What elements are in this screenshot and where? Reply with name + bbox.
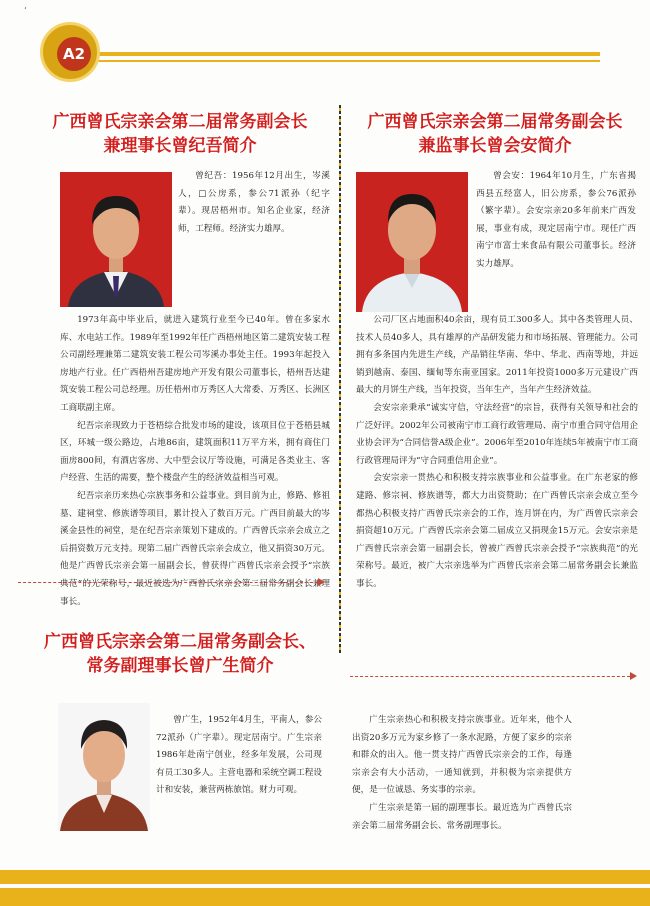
title-line: 兼监事长曾会安简介 <box>418 136 572 156</box>
portrait-guangsheng <box>58 703 150 831</box>
section-divider <box>350 676 630 677</box>
title-line: 兼理事长曾纪吾简介 <box>103 136 257 156</box>
section-divider <box>18 582 318 583</box>
top-mark: ‘ <box>24 6 27 15</box>
jiwu-intro-col <box>178 168 330 238</box>
paragraph: 会安宗亲秉承“诚实守信，守法经营”的宗旨，获得有关领导和社会的广泛好评。2002年公司被南宁市工商行政管理局、南宁市重合同守信用企业协会评为“合同信誉A级企业”。2006年至2010年连续5年被南宁市工商行政管理局评为“守合同重信用企业”。 <box>356 402 638 466</box>
portrait-image <box>58 703 150 831</box>
huian-intro-col <box>476 168 636 274</box>
paragraph: 曾会安：1964年10月生，广东省揭西县五经富人，旧公房系，参公76派孙（繁字辈）。会安宗亲20多年前来广西发展，事业有成，现定居南宁市。现任广西南宁市富士来食品有限公司董事长。经济实力雄厚。 <box>476 171 636 269</box>
paragraph: 1973年高中毕业后，就进入建筑行业至今已40年。曾在多家水库、水电站工作。1989年至1992年任广西梧州地区第二建筑安装工程公司副经理兼第二建筑安装工程公司岑溪办事处主任。1993年起投入房地产行业。任广西梧州吾建房地产开发有限公司董事长，梧州吾达建筑安装工程公司总经理。历任梧州市万秀区人大常委、万秀区、长洲区工商联副主席。 <box>60 315 330 413</box>
section-title-huian <box>350 110 640 158</box>
title-line: 广西曾氏宗亲会第二届常务副会长、 <box>44 632 316 652</box>
paragraph: 曾纪吾：1956年12月出生，岑溪人，□公房系，参公71派孙（纪字辈）。现居梧州市。知名企业家，经济师，工程师。经济实力雄厚。 <box>178 171 330 234</box>
portrait-huian <box>356 172 468 312</box>
portrait-jiwu <box>60 172 172 307</box>
page-number: A2 <box>57 37 91 71</box>
guangsheng-left-col <box>156 712 322 800</box>
paragraph: 会安宗亲一贯热心和积极支持宗族事业和公益事业。在广东老家的修建路、修宗祠、修族谱等，都大力出资赞助；在广西曾氏宗亲会成立至今都热心积极支持广西曾氏宗亲会的工作，连月饼在内，为广西曾氏宗亲会捐资超10万元。广西曾氏宗亲会第二届成立又捐现金15万元。会安宗亲是广西曾氏宗亲会第一届副会长，曾被广西曾氏宗亲会授予“宗族典范”的光荣称号。最近，被广大宗亲选举为广西曾氏宗亲会第二届常务副会长兼监事长。 <box>356 473 638 589</box>
paragraph: 公司厂区占地面积40余亩，现有员工300多人。其中各类管理人员、技术人员40多人，具有雄厚的产品研发能力和市场拓展、管理能力。公司拥有多条国内先进生产线，产品销往华南、华中、华北、西南等地，并远销到越南、泰国、缅甸等东南亚国家。2011年投资1000多万元建设广西最大的月饼生产线，当年投资，当年生产，当年产生经济效益。 <box>356 315 638 396</box>
paragraph: 广生宗亲是第一届的副理事长。最近选为广西曾氏宗亲会第二届常务副会长、常务副理事长。 <box>352 802 572 831</box>
divider-arrow-icon <box>630 672 637 680</box>
header-rule-2 <box>60 60 600 62</box>
page-badge <box>40 22 100 82</box>
portrait-image <box>60 172 172 307</box>
huian-body <box>356 312 638 594</box>
paragraph: 纪吾宗亲历来热心宗族事务和公益事业。到目前为止，修路、修祖墓、建祠堂、修族谱等项目，累计投入了数百万元。广西目前最大的岑溪金县性的祠堂，是在纪吾宗亲策划下建成的。广西曾氏宗亲会成立之后捐资数万元支持。现第二届广西曾氏宗亲会成立，他又捐资30万元。他是广西曾氏宗亲会第一届副会长，曾获得广西曾氏宗亲会授予“宗族典范”的光荣称号，最近被选为广西曾氏宗亲会第二届常务副会长兼理事长。 <box>60 490 330 607</box>
section-title-jiwu <box>30 110 330 158</box>
column-divider <box>339 105 341 655</box>
footer-band <box>0 870 650 884</box>
guangsheng-right-col <box>352 712 572 835</box>
divider-arrow-icon <box>318 578 325 586</box>
jiwu-body <box>60 312 330 611</box>
paragraph: 广生宗亲热心和积极支持宗族事业。近年来，他个人出资20多万元为家乡修了一条水泥路，方便了家乡的宗亲和群众的出入。他一贯支持广西曾氏宗亲会的工作，每逢宗亲会有大小活动，一通知就到，并积极为宗亲提供方便，是一位诚恳、务实事的宗亲。 <box>352 715 572 796</box>
footer-band-2 <box>0 888 650 906</box>
portrait-image <box>356 172 468 312</box>
paragraph: 曾广生，1952年4月生，平南人，参公72派孙（广字辈）。现定居南宁。广生宗亲1986年赴南宁创业，经多年发展，公司现有员工30多人。主营电器和采统空调工程设计和安装，兼营两栋旅馆。财力可观。 <box>156 715 322 796</box>
header-rule <box>60 52 600 56</box>
title-line: 广西曾氏宗亲会第二届常务副会长 <box>367 112 623 132</box>
title-line: 广西曾氏宗亲会第二届常务副会长 <box>52 112 308 132</box>
paragraph: 纪吾宗亲现致力于苍梧综合批发市场的建设，该项目位于苍梧县城区，环城一级公路边，占地86亩，建筑面积11万平方米，拥有商住门面房800间，有酒店客房、大中型会议厅等设施，可满足各类业主、客户经营、生活的需要，整个楼盘产生的经济效益相当可观。 <box>60 420 330 484</box>
section-title-guangsheng <box>30 630 330 678</box>
title-line: 常务副理事长曾广生简介 <box>86 656 274 676</box>
